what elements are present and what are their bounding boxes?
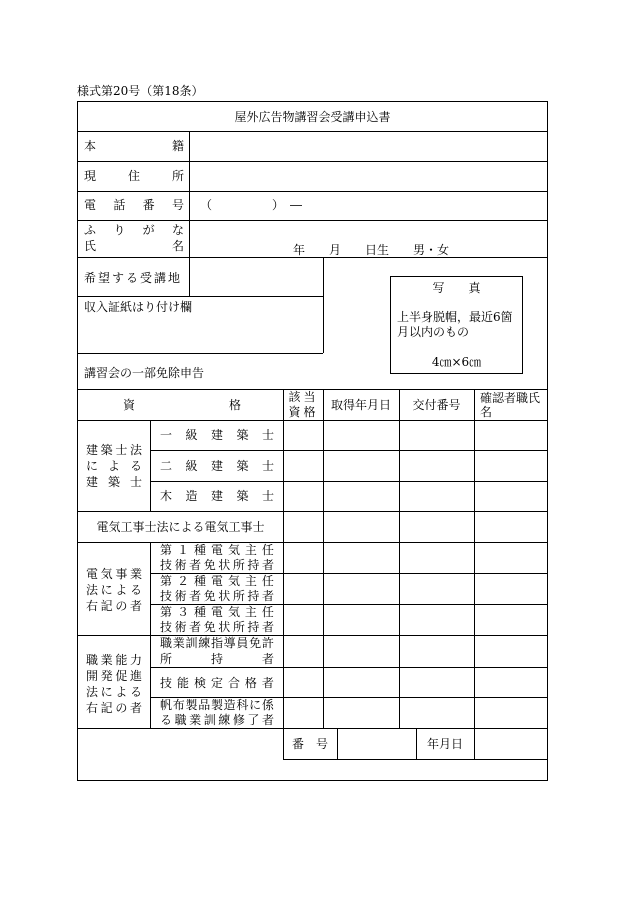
applicable-header-1: 該当 [288, 390, 319, 404]
qual-skill-test: 技 能 検 定 合 格 者 [160, 676, 274, 690]
footer-number-label: 番 号 [291, 737, 328, 751]
footer-date-label: 年月日 [426, 737, 463, 751]
qual-elec-chief-2-a: 第 ２ 種 電 気 主 任 [160, 574, 274, 588]
qual-canvas-training-b: る 職 業 訓 練 修 了 者 [160, 713, 274, 727]
qual-electrician: 電気工事士法による電気工事士 [96, 520, 265, 534]
photo-note-2: 月以内のもの [397, 325, 470, 339]
qual-wooden-architect: 木 造 建 築 士 [160, 489, 274, 503]
photo-note-1: 上半身脱帽，最近6箇 [397, 310, 513, 324]
qual-voc-instructor-a: 職 業 訓 練 指 導 員 免 許 [160, 636, 274, 650]
furigana-label: ふ り が な [84, 223, 184, 237]
form-number: 様式第20号（第18条） [77, 84, 204, 98]
address-label: 現 住 所 [84, 169, 184, 183]
architect-law-line-3: 建 築 士 [86, 475, 142, 489]
application-form [77, 101, 548, 781]
birth-gender-field: 年 月 日生 男・女 [293, 243, 450, 257]
architect-law-line-1: 建 築 士 法 [86, 443, 142, 457]
phone-format: （ ） ― [200, 198, 303, 212]
architect-law-line-2: に よ る [86, 459, 142, 473]
qual-elec-chief-1-b: 技 術 者 免 状 所 持 者 [160, 558, 274, 572]
qual-elec-chief-3-a: 第 ３ 種 電 気 主 任 [160, 605, 274, 619]
name-label: 氏 名 [84, 239, 184, 253]
issue-number-header: 交付番号 [412, 398, 461, 412]
vocational-law-line-2: 開 発 促 進 [86, 669, 142, 683]
electrical-law-line-1: 電 気 事 業 [86, 567, 142, 581]
photo-size: 4㎝×6㎝ [431, 355, 482, 369]
applicable-header-2: 資格 [288, 405, 319, 419]
honseki-label: 本 籍 [84, 139, 184, 153]
venue-label: 希望する受講地 [84, 271, 183, 285]
confirmer-header-1: 確認者職氏 [480, 391, 541, 405]
qual-elec-chief-2-b: 技 術 者 免 状 所 持 者 [160, 589, 274, 603]
qual-elec-chief-1-a: 第 １ 種 電 気 主 任 [160, 543, 274, 557]
confirmer-header-2: 名 [480, 405, 493, 419]
vocational-law-line-1: 職 業 能 力 [86, 653, 142, 667]
electrical-law-line-3: 右 記 の 者 [86, 599, 142, 613]
qual-voc-instructor-b: 所 持 者 [160, 652, 274, 666]
qual-second-class-architect: 二 級 建 築 士 [160, 459, 274, 473]
stamp-label: 収入証紙はり付け欄 [84, 300, 193, 314]
form-title: 屋外広告物講習会受講申込書 [234, 110, 391, 124]
qualification-header: 資 格 [123, 398, 241, 412]
qual-first-class-architect: 一 級 建 築 士 [160, 428, 274, 442]
electrical-law-line-2: 法 に よ る [86, 583, 142, 597]
exemption-label: 講習会の一部免除申告 [84, 366, 205, 380]
vocational-law-line-4: 右 記 の 者 [86, 701, 142, 715]
photo-title: 写 真 [432, 281, 481, 295]
vocational-law-line-3: 法 に よ る [86, 685, 142, 699]
qual-canvas-training-a: 帆 布 製 品 製 造 科 に 係 [160, 698, 274, 712]
qual-elec-chief-3-b: 技 術 者 免 状 所 持 者 [160, 620, 274, 634]
acquired-date-header: 取得年月日 [330, 398, 391, 412]
phone-label: 電 話 番 号 [84, 198, 184, 212]
photo-box [390, 276, 523, 374]
